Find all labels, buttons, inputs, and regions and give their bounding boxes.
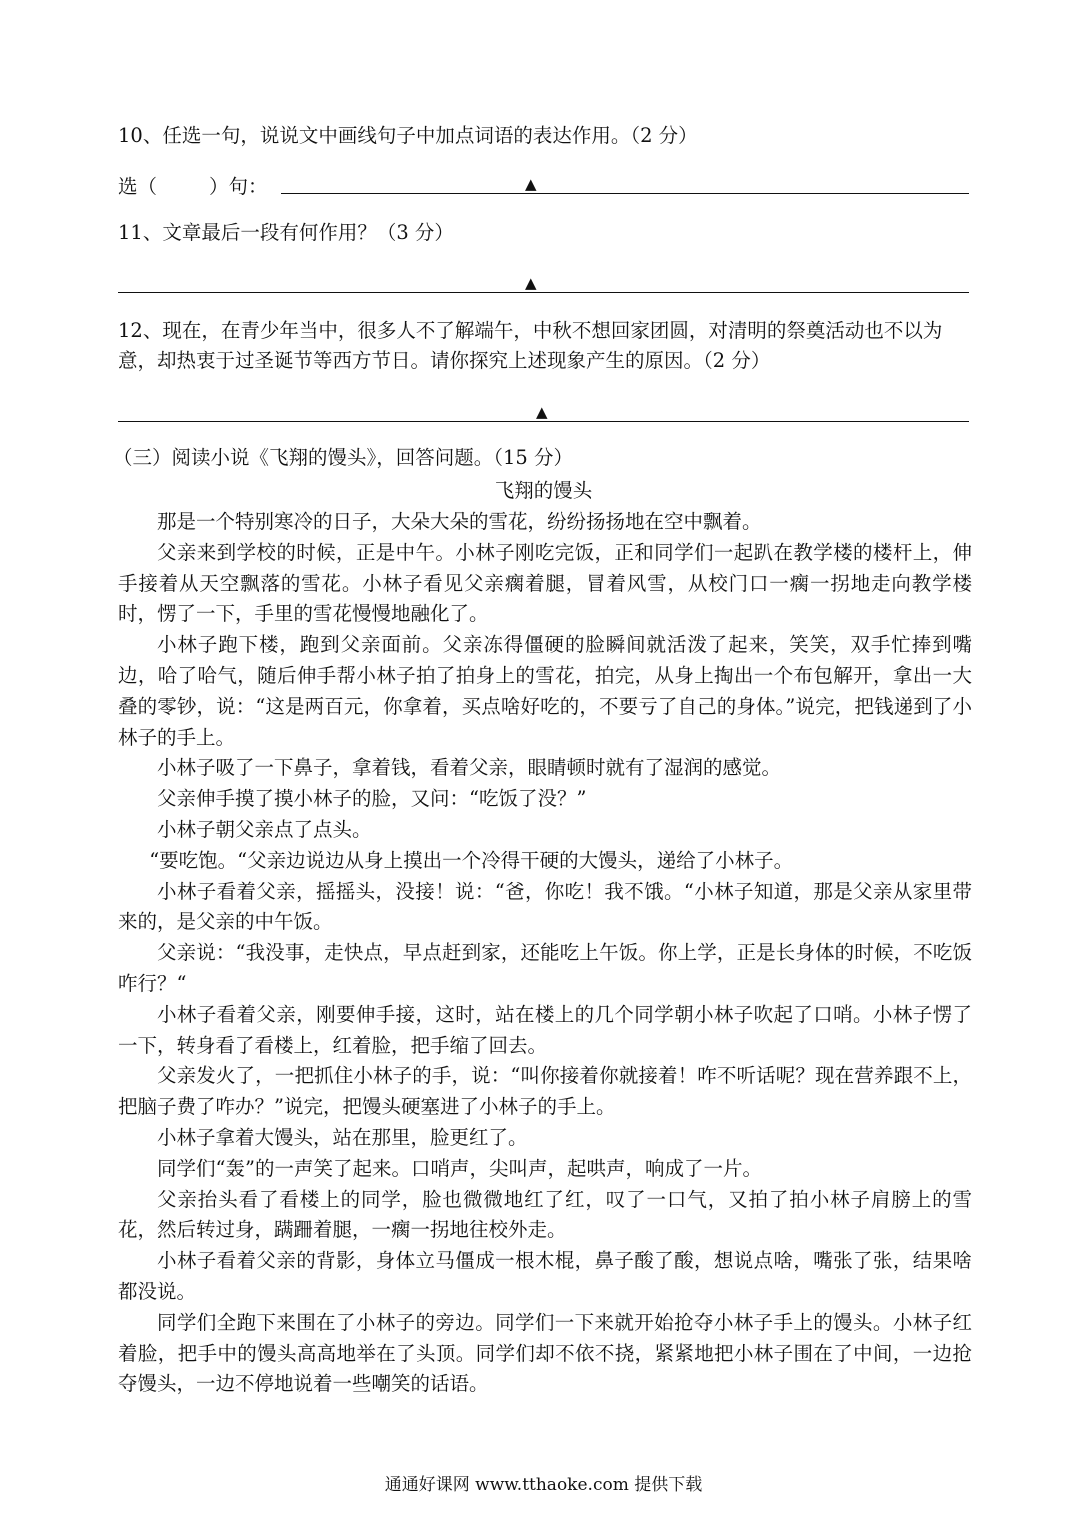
question-10: 10、任选一句，说说文中画线句子中加点词语的表达作用。（2 分） [118, 124, 698, 147]
question-12: 12、现在，在青少年当中，很多人不了解端午，中秋不想回家团圆，对清明的祭奠活动也不以为意，却热衷于过圣诞节等西方节日。请你探究上述现象产生的原因。（2 分） [118, 319, 943, 372]
story-paragraph: 父亲抬头看了看楼上的同学，脸也微微地红了红，叹了一口气，又拍了拍小林子肩膀上的雪花，然后转过身，蹒跚着腿，一瘸一拐地往校外走。 [118, 1187, 972, 1242]
story-paragraph: 父亲伸手摸了摸小林子的脸，又问：“吃饭了没？” [157, 787, 587, 811]
page-footer: 通通好课网 www.tthaoke.com 提供下载 [384, 1475, 703, 1495]
story-title: 飞翔的馒头 [494, 479, 593, 502]
q12-answer-line[interactable] [118, 421, 969, 422]
story-paragraph: 小林子吸了一下鼻子，拿着钱，看着父亲，眼睛顿时就有了湿润的感觉。 [157, 756, 782, 780]
story-paragraph: 同学们“轰”的一声笑了起来。口哨声，尖叫声，起哄声，响成了一片。 [157, 1156, 762, 1180]
story-paragraph: 小林子拿着大馒头，站在那里，脸更红了。 [157, 1125, 528, 1149]
story-paragraph: 父亲发火了，一把抓住小林子的手，说：“叫你接着你就接着！咋不听话呢？现在营养跟不上，把脑子费了咋办？”说完，把馒头硬塞进了小林子的手上。 [118, 1064, 972, 1119]
story-paragraph: 小林子看着父亲的背影，身体立马僵成一根木棍，鼻子酸了酸，想说点啥，嘴张了张，结果啥都没说。 [118, 1249, 972, 1303]
q10-answer-row [118, 173, 268, 201]
story-paragraph: 小林子跑下楼，跑到父亲面前。父亲冻得僵硬的脸瞬间就活泼了起来，笑笑，双手忙捧到嘴边，哈了哈气，随后伸手帮小林子拍了拍身上的雪花，拍完，从身上掏出一个布包解开，拿出一大叠的零钞，说：“这是两百元，你拿着，买点啥好吃的，不要亏了自己的身体。”说完，把钱递到了小林子的手上。 [118, 633, 972, 749]
story-paragraph: 父亲说：“我没事，走快点，早点赶到家，还能吃上午饭。你上学，正是长身体的时候，不吃饭咋行？“ [118, 941, 972, 995]
q12-answer-marker: ▲ [536, 403, 548, 421]
select-prefix: 选（ [118, 175, 158, 198]
story-paragraph: 那是一个特别寒冷的日子，大朵大朵的雪花，纷纷扬扬地在空中飘着。 [157, 510, 762, 533]
q10-answer-line[interactable] [281, 193, 969, 194]
q11-answer-marker: ▲ [525, 274, 537, 292]
select-suffix: ）句： [209, 175, 268, 198]
section-3-heading: （三）阅读小说《飞翔的馒头》，回答问题。（15 分） [113, 446, 574, 469]
q11-answer-line[interactable] [118, 292, 969, 293]
story-paragraph: 同学们全跑下来围在了小林子的旁边。同学们一下来就开始抢夺小林子手上的馒头。小林子红着脸，把手中的馒头高高地举在了头顶。同学们却不依不挠，紧紧地把小林子围在了中间，一边抢夺馒头，一边不停地说着一些嘲笑的话语。 [118, 1310, 972, 1396]
question-11: 11、文章最后一段有何作用？（3 分） [118, 221, 454, 244]
story-body [118, 507, 972, 1400]
story-paragraph: 小林子看着父亲，摇摇头，没接！说：“爸，你吃！我不饿。“小林子知道，那是父亲从家里带来的，是父亲的中午饭。 [118, 879, 972, 934]
story-paragraph: 父亲来到学校的时候，正是中午。小林子刚吃完饭，正和同学们一起趴在教学楼的楼杆上，伸手接着从天空飘落的雪花。小林子看见父亲瘸着腿，冒着风雪，从校门口一瘸一拐地走向教学楼时，愣了一下，手里的雪花慢慢地融化了。 [118, 540, 972, 626]
q10-answer-marker: ▲ [525, 175, 537, 193]
story-paragraph: 小林子朝父亲点了点头。 [157, 817, 372, 841]
story-paragraph: 小林子看着父亲，刚要伸手接，这时，站在楼上的几个同学朝小林子吹起了口哨。小林子愣了一下，转身看了看楼上，红着脸，把手缩了回去。 [118, 1002, 972, 1057]
story-paragraph: “要吃饱。“父亲边说边从身上摸出一个冷得干硬的大馒头，递给了小林子。 [149, 848, 794, 872]
